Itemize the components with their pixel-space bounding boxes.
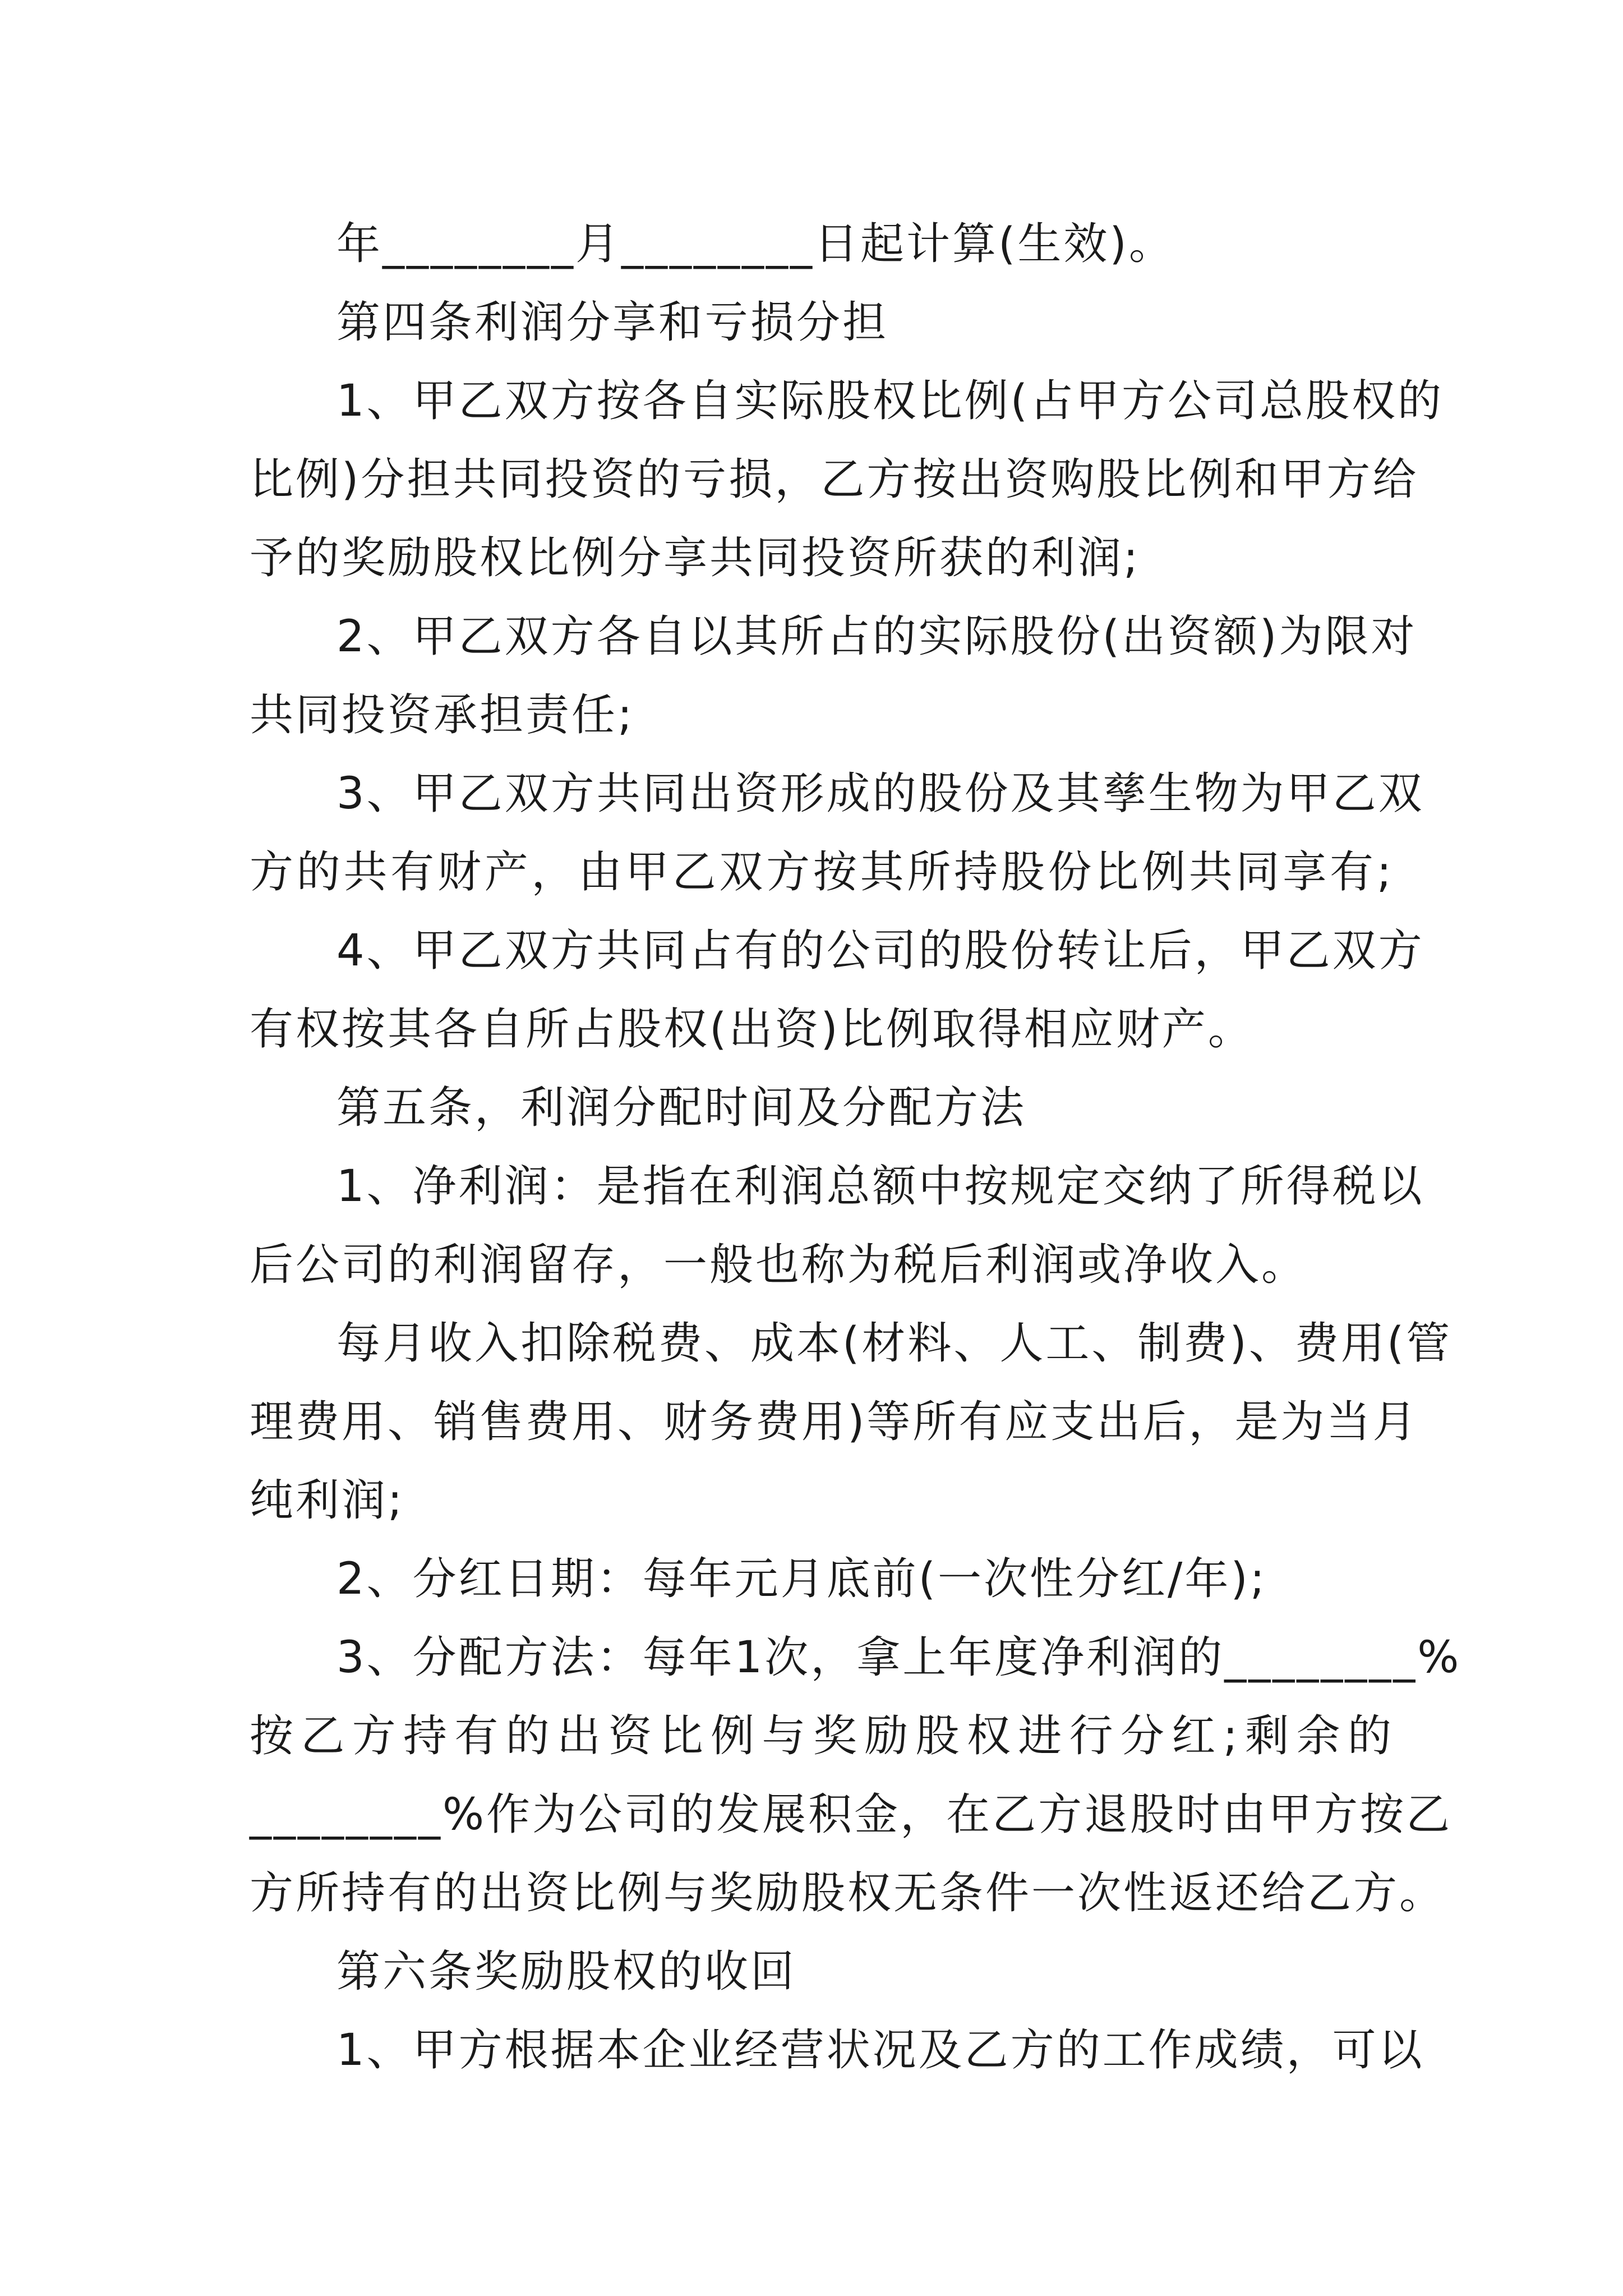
- paragraph-line-3: 1、甲乙双方按各自实际股权比例(占甲方公司总股权的: [336, 376, 1444, 426]
- paragraph-line-19: 3、分配方法：每年1次，拿上年度净利润的________%: [336, 1632, 1461, 1683]
- paragraph-line-11: 有权按其各自所占股权(出资)比例取得相应财产。: [250, 1004, 1254, 1055]
- paragraph-line-10: 4、甲乙双方共同占有的公司的股份转让后，甲乙双方: [336, 926, 1424, 976]
- paragraph-line-1: 年________月________日起计算(生效)。: [336, 219, 1175, 269]
- paragraph-line-7: 共同投资承担责任;: [250, 690, 635, 740]
- paragraph-line-18: 2、分红日期：每年元月底前(一次性分红/年);: [336, 1554, 1267, 1604]
- paragraph-line-24: 1、甲方根据本企业经营状况及乙方的工作成绩，可以: [336, 2025, 1424, 2076]
- paragraph-line-5: 予的奖励股权比例分享共同投资所获的利润;: [250, 533, 1141, 583]
- paragraph-line-9: 方的共有财产，由甲乙双方按其所持股份比例共同享有;: [250, 847, 1394, 898]
- paragraph-line-8: 3、甲乙双方共同出资形成的股份及其孳生物为甲乙双: [336, 769, 1424, 819]
- paragraph-line-13: 1、净利润：是指在利润总额中按规定交纳了所得税以: [336, 1161, 1424, 1212]
- section-heading-4: 第四条利润分享和亏损分担: [336, 297, 889, 348]
- paragraph-line-6: 2、甲乙双方各自以其所占的实际股份(出资额)为限对: [336, 611, 1417, 662]
- paragraph-line-4: 比例)分担共同投资的亏损，乙方按出资购股比例和甲方给: [250, 454, 1419, 505]
- paragraph-line-22: 方所持有的出资比例与奖励股权无条件一次性返还给乙方。: [250, 1868, 1446, 1918]
- paragraph-line-15: 每月收入扣除税费、成本(材料、人工、制费)、费用(管: [336, 1318, 1453, 1369]
- document-body: [250, 205, 1461, 2090]
- paragraph-line-20: 按乙方持有的出资比例与奖励股权进行分红;剩余的: [250, 1711, 1394, 1761]
- paragraph-line-21: ________%作为公司的发展积金，在乙方退股时由甲方按乙: [250, 1789, 1453, 1840]
- paragraph-line-14: 后公司的利润留存，一般也称为税后利润或净收入。: [250, 1240, 1308, 1290]
- paragraph-line-16: 理费用、销售费用、财务费用)等所有应支出后，是为当月: [250, 1397, 1419, 1447]
- section-heading-6: 第六条奖励股权的收回: [336, 1947, 797, 1997]
- section-heading-5: 第五条，利润分配时间及分配方法: [336, 1083, 1027, 1133]
- paragraph-line-17: 纯利润;: [250, 1475, 405, 1526]
